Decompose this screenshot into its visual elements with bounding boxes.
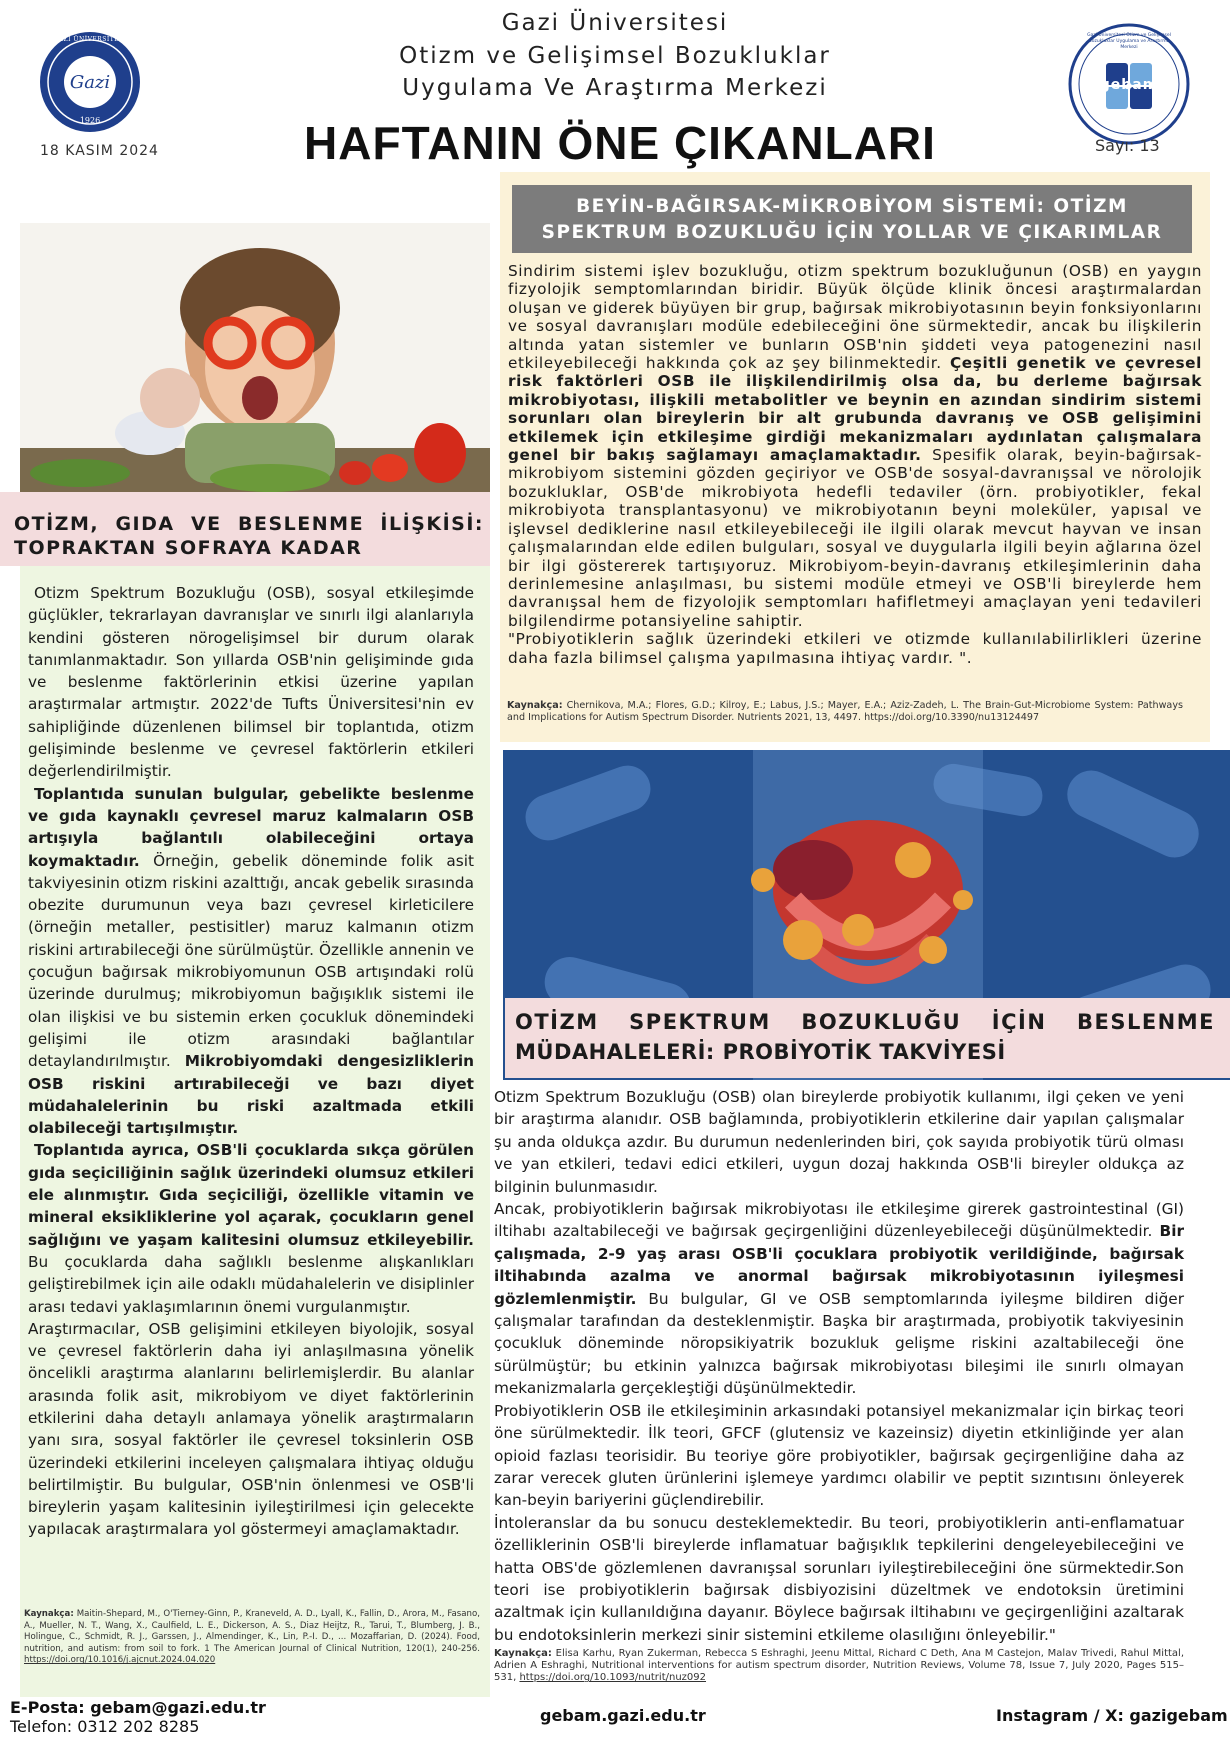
left-logo-name: GAZİ ÜNİVERSİTESİ [53,36,127,43]
bottom-right-article-body [494,1086,1184,1646]
child-photo-illustration [20,223,490,493]
girl-vegetables-photo [20,223,490,493]
footer-social[interactable]: Instagram / X: gazigebam [996,1706,1228,1725]
top-right-source-label: Kaynakça: [507,700,563,711]
bottom-right-paragraph-1: Otizm Spektrum Bozukluğu (OSB) olan bireylerde probiyotik kullanımı, ilgi çeken ve yeni bir araştırma alanıdır. OSB bağlamında, probiyotiklerin etkilerine dair yapılan çalışmalar şu anda oldukça azdır. Bu durumun nedenlerinden biri, çok sayıda probiyotik türü olması ve yan etkileri, tedavi edici etkileri, uygun dozaj hakkında OSB'li bireyler oldukça az bilginin bulunmasıdır. [494,1088,1184,1196]
bottom-right-source-link[interactable]: https://doi.org/10.1093/nutrit/nuz092 [519,1672,707,1684]
left-p2-bold-2: Mikrobiyomdaki dengesizliklerin OSB riskini artırabileceği ve bazı diyet müdahalelerinin bu riski azaltmada etkili olabileceği tartışılmıştır. [28,1052,474,1138]
top-right-paragraph-1 [508,262,1202,630]
issue-date: 18 KASIM 2024 [40,143,159,159]
top-right-p1-text: Sindirim sistemi işlev bozukluğu, otizm spektrum bozukluğunun (OSB) en yaygın fizyolojik semptomlarından biridir. Büyük ölçüde klinik öncesi araştırmalardan oluşan ve giderek büyüyen bir grup, bağırsak mikrobiyotasının beyin fonksiyonlarını ve sosyal davranışları modüle edebileceğini öne sürmektedir, ancak bu ilişkilerin altında yatan sistemler ve bunların OSB'nin şiddeti veya patogenezini nasıl etkileyebileceği hakkında çok az şey bilinmektedir. [508,262,1202,373]
bottom-right-p2-bold: Bir çalışmada, 2-9 yaş arası OSB'li çocuklara probiyotik verildiğinde, bağırsak iltihabında azalma ve anormal bağırsak mikrobiyotasının iyileşmesi gözlemlenmiştir. [494,1222,1184,1308]
top-right-article-body [508,262,1202,667]
top-right-source-text: Chernikova, M.A.; Flores, G.D.; Kilroy, E.; Labus, J.S.; Mayer, E.A.; Aziz-Zadeh, L. The Brain-Gut-Microbiome System: Pathways and Implications for Autism Spectrum Disorder. Nutrients 2021, 13, 4497. https://doi.org/10.3390/nu13124497 [507,700,1183,723]
bottom-right-heading-line-1: OTİZM SPEKTRUM BOZUKLUĞU İÇİN BESLENME [515,1010,1215,1034]
left-p1-text: Otizm Spektrum Bozukluğu (OSB), sosyal etkileşimde güçlükler, tekrarlayan davranışlar ve sınırlı ilgi alanlarıyla kendini gösteren nörogelişimsel bir durum olarak tanımlanmaktadır. Son yıllarda OSB'nin gelişiminde gıda ve beslenme faktörlerinin etkisi üzerine yapılan araştırmalar artmıştır. 2022'de Tufts Üniversitesi'nin ev sahipliğinde düzenlenen bilimsel bir toplantıda, otizm gelişiminde beslenme ve çevresel faktörlerin etkileri değerlendirilmiştir. [28,584,474,781]
header-line-3: Uygulama Ve Araştırma Merkezi [402,75,828,101]
left-article-heading: OTİZM, GIDA VE BESLENME İLİŞKİSİ: TOPRAKTAN SOFRAYA KADAR [14,513,484,559]
left-article-body [28,582,474,1541]
left-source-link[interactable]: https://doi.org/10.1016/j.ajcnut.2024.04.020 [24,1655,216,1666]
left-source [24,1609,480,1667]
top-right-p1-bold: Çeşitli genetik ve çevresel risk faktörleri OSB ile ilişkilendirilmiş olsa da, bu derleme bağırsak mikrobiyotası, ilişkili metabolitler ve beynin en azından sindirim sistemi sorunları olan bireylerin bir alt grubunda davranış ve OSB gelişimini etkilemek için etkileşime girdiği mekanizmaları aydınlatan çalışmalara genel bir bakış sağlamayı amaçlamaktadır. [508,354,1202,465]
bottom-right-p2-rest: Bu bulgular, GI ve OSB semptomlarında iyileşme bildiren diğer çalışmalar tarafından da desteklenmiştir. Başka bir araştırmada, probiyotik takviyesinin çocukluk döneminde nöropsikiyatrik bozukluk gelişme riskini azaltabileceği öne sürülmüştür; bu etkinin yalnızca bağırsak mikrobiyotası bileşimi ile sınırlı olmayan mekanizmalarla gerçekleştiği düşünülmektedir. [494,1289,1184,1398]
bottom-right-source [494,1648,1184,1685]
footer-phone: Telefon: 0312 202 8285 [10,1717,200,1736]
left-logo-year: 1926 [79,116,101,125]
left-paragraph-1 [28,582,474,783]
header-line-2: Otizm ve Gelişimsel Bozukluklar [399,43,831,69]
footer-website[interactable]: gebam.gazi.edu.tr [540,1706,706,1725]
bottom-right-paragraph-2 [494,1198,1184,1400]
right-logo-text: Gazi Üniversitesi Otizm ve Gelişimsel Bozukluklar Uygulama ve Araştırma Merkezi [1087,33,1171,50]
left-p3-text: Bu çocuklarda daha sağlıklı beslenme alışkanlıkları geliştirebilmek için aile odaklı müdahalelerin ve disiplinler arası tedavi yaklaşımlarının önemi vurgulanmıştır. [28,1252,474,1316]
left-p3-bold: Toplantıda ayrıca, OSB'li çocuklarda sıkça görülen gıda seçiciliğinin sağlık üzerindeki olumsuz etkileri ele alınmıştır. Gıda seçiciliği, özellikle vitamin ve mineral eksikliklerine yol açarak, çocukların genel sağlığını ve yaşam kalitesini olumsuz etkileyebilir. [28,1141,474,1249]
svg-text:Gazi: Gazi [69,72,111,93]
bottom-right-paragraph-4: İntoleranslar da bu sonucu desteklemektedir. Bu teori, probiyotiklerin anti-enflamatuar özelliklerinin OSB'li bireylerde inflamatuar bağışıklık tepkilerini dengeleyebileceğini ve hatta OBS'de gözlemlenen davranışsal sorunları iyileştirebileceğini öne sürmektedir.Son teori ise probiyotiklerin bağırsak disbiyozisini düzeltmek ve endotoksin üretimini azaltmak için kullanıldığına dayanır. Böylece bağırsak iltihabını ve geçirgenliğini azaltarak bu endotoksinlerin merkezi sinir sistemini etkileme olasılığını önleyebilir." [494,1513,1184,1644]
top-right-heading-line-2: SPEKTRUM BOZUKLUĞU İÇİN YOLLAR VE ÇIKARIMLAR [541,222,1163,243]
right-logo [1068,23,1190,145]
issue-number: Sayı: 13 [1095,136,1160,155]
top-right-p1-rest: Spesifik olarak, beyin-bağırsak-mikrobiyom sistemini gözden geçiriyor ve OSB'de sosyal-davranışsal ve nörolojik bozukluklar, OSB'de mikrobiyota hedefli tedaviler (örn. probiyotikler, fekal mikrobiyota transplantasyonu) ve mikrobiyotanın beyni moleküler, yapısal ve işlevsel dediklerine nasıl etkileyebileceği ile ilgili olarak mevcut hayvan ve insan çalışmalarından elde edilen bulguları, sosyal ve duygularla ilgili beyin ağlarına özel bir ilgi göstererek tartışıyoruz. Mikrobiyom-beyin-davranış etkileşimlerinin daha derinlemesine anlaşılması, bu sistemi modüle etmeyi ve OSB'li bireylerde hem davranışsal hem de fizyolojik semptomları hafifletmeyi amaçlayan yeni tedavileri bilgilendirme potansiyeline sahiptir. [508,446,1202,630]
left-paragraph-4 [28,1318,474,1541]
bottom-right-source-label: Kaynakça: [494,1648,552,1659]
page-title: HAFTANIN ÖNE ÇIKANLARI [304,117,936,169]
bottom-right-source-text: Elisa Karhu, Ryan Zukerman, Rebecca S Eshraghi, Jeenu Mittal, Richard C Deth, Ana M Castejon, Malav Trivedi, Rahul Mittal, Adrien A Eshraghi, Nutritional interventions for autism spectrum disorder, Nutrition Reviews, Volume 78, Issue 7, July 2020, Pages 515–531, [494,1648,1184,1684]
left-p4-text: Araştırmacılar, OSB gelişimini etkileyen biyolojik, sosyal ve çevresel faktörlerin daha iyi anlaşılmasına yönelik öncelikli araştırma alanlarını belirlemişlerdir. Bu alanlar arasında folik asit, mikrobiyom ve diyet faktörlerinin etkilerini daha detaylı anlamaya yönelik araştırmaların yanı sıra, sosyal faktörler ile çevresel toksinlerin OSB üzerindeki etkilerini inceleyen çalışmalara ihtiyaç olduğu belirtilmiştir. Bu bulgular, OSB'nin önlenmesi ve OSB'li bireylerin yaşam kalitesinin iyileştirilmesi için gelecekte yapılacak araştırmalara yol göstermeyi amaçlamaktadır. [28,1319,474,1539]
right-logo-letters: gebam [1099,77,1159,93]
top-right-quote: "Probiyotiklerin sağlık üzerindeki etkileri ve otizmde kullanılabilirlikleri üzerine daha fazla bilimsel çalışma yapılmasına ihtiyaç vardır. ". [508,630,1202,667]
left-p2-text: Örneğin, gebelik döneminde folik asit takviyesinin otizm riskini azalttığı, ancak gebelik sırasında obezite durumunun veya bazı çevresel kirleticilere (örneğin metaller, pestisitler) maruz kalmanın otizm riskini artırabileceği öne sürülmüştür. Özellikle annenin ve çocuğun bağırsak mikrobiyomunun OSB artışındaki rolü üzerinde durulmuş; mikrobiyomun bağışıklık sistemi ile olan ilişkisi ve bu sistemin erken çocukluk dönemindeki gelişimi ile otizm arasındaki bağlantılar detaylandırılmıştır. [28,851,474,1071]
bottom-right-paragraph-3: Probiyotiklerin OSB ile etkileşiminin arkasındaki potansiyel mekanizmalar için birkaç teori öne sürülmektedir. İlk teori, GFCF (glutensiz ve kazeinsiz) diyetin etkinliğinde yer alan opioid fazlası teorisidir. Bu teoriye göre probiyotikler, bağırsak geçirgenliğine daha az zarar verecek gluten ürünlerini işlemeye yardımcı olabilir ve peptit sızıntısını önleyerek kan-beyin bariyerini güçlendirebilir. [494,1401,1184,1510]
left-source-text: Maitin-Shepard, M., O'Tierney-Ginn, P., Kraneveld, A. D., Lyall, K., Fallin, D., Arora, M., Fasano, A., Mueller, N. T., Wang, X., Caulfield, L. E., Dickerson, A. S., Diaz Heijtz, R., Tarui, T., Blumberg, J. B., Holingue, C., Schmidt, R. J., Garssen, J., Almendinger, K., Lin, P.-I. D., ... Mozaffarian, D. (2024). Food, nutrition, and autism: from soil to fork. 1 The American Journal of Clinical Nutrition, 120(1), 240-256. [24,1609,480,1654]
left-source-label: Kaynakça: [24,1609,74,1619]
left-paragraph-2 [28,783,474,1140]
footer-email[interactable]: E-Posta: gebam@gazi.edu.tr [10,1698,266,1717]
left-logo [38,30,142,134]
left-p2-bold: Toplantıda sunulan bulgular, gebelikte beslenme ve gıda kaynaklı çevresel maruz kalmaların OSB artışıyla bağlantılı olabileceğini ortaya koymaktadır. [28,784,474,870]
top-right-source [507,700,1183,724]
bottom-right-heading-line-2: MÜDAHALELERİ: PROBİYOTİK TAKVİYESİ [515,1040,1006,1064]
header-line-1: Gazi Üniversitesi [501,10,729,36]
top-right-heading-line-1: BEYİN-BAĞIRSAK-MİKROBİYOM SİSTEMİ: OTİZM [576,196,1128,217]
bottom-right-p2-text: Ancak, probiyotiklerin bağırsak mikrobiyotası ile etkileşime girerek gastrointestinal (GI) iltihabı azaltabileceği ve bağırsak geçirgenliğini düzenleyebileceği düşünülmektedir. [494,1200,1184,1241]
left-paragraph-3 [28,1139,474,1317]
